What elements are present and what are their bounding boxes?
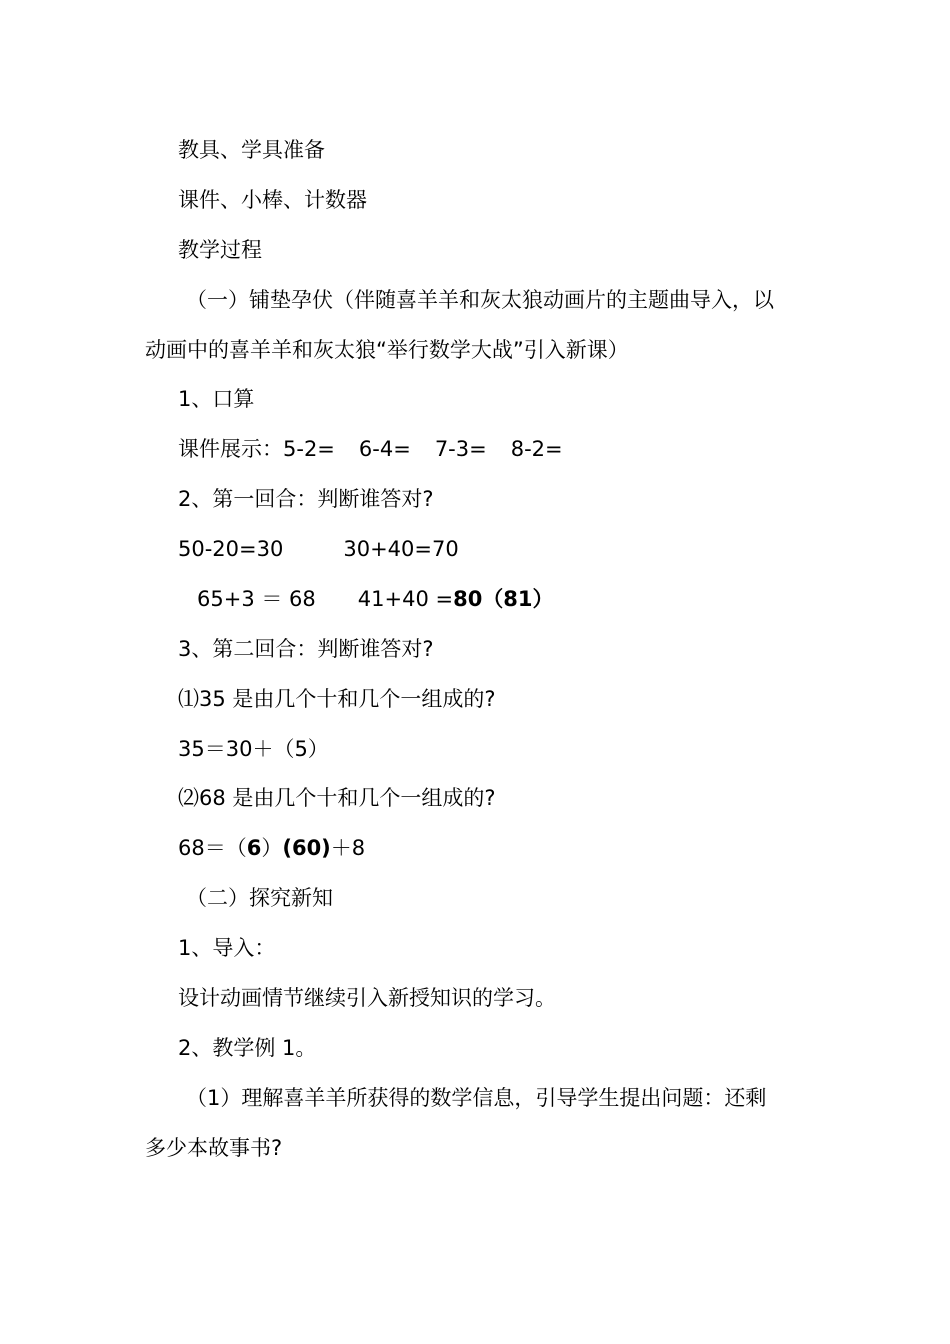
round-two-heading: 3、第二回合：判断谁答对? <box>178 637 434 661</box>
round-one-row2 <box>197 584 554 614</box>
answer-35: 35＝30＋（5） <box>178 737 329 761</box>
example-one-paragraph-line1: （1）理解喜羊羊所获得的数学信息，引导学生提出问题：还剩 <box>186 1086 767 1110</box>
section-one-paragraph-line2: 动画中的喜羊羊和灰太狼“举行数学大战”引入新课） <box>145 338 629 362</box>
answer-68-suffix: ＋8 <box>330 836 366 860</box>
oral-item: 5-2= <box>283 437 335 461</box>
intro-text: 设计动画情节继续引入新授知识的学习。 <box>178 986 556 1010</box>
answer-68-mid: ） <box>261 836 283 860</box>
heading-materials: 教具、学具准备 <box>178 138 325 162</box>
heading-process: 教学过程 <box>178 238 262 262</box>
answer-68 <box>178 833 365 863</box>
materials-list: 课件、小棒、计数器 <box>178 188 367 212</box>
courseware-display-line <box>178 434 563 464</box>
oral-calc-heading: 1、口算 <box>178 387 255 411</box>
round-one-row1 <box>178 534 459 564</box>
answer-68-bold-sixty: (60) <box>282 836 331 860</box>
answer-bold: 80（81） <box>453 587 554 611</box>
intro-heading: 1、导入： <box>178 936 276 960</box>
round-one-heading: 2、第一回合：判断谁答对? <box>178 487 434 511</box>
answer-68-prefix: 68＝（ <box>178 836 247 860</box>
equation: 30+40=70 <box>343 537 459 561</box>
question-35: ⑴35 是由几个十和几个一组成的? <box>178 687 496 711</box>
courseware-label: 课件展示： <box>178 437 283 461</box>
section-one-paragraph-line1: （一）铺垫孕伏（伴随喜羊羊和灰太狼动画片的主题曲导入，以 <box>186 288 774 312</box>
oral-item: 8-2= <box>510 437 563 461</box>
example-one-heading: 2、教学例 1。 <box>178 1036 317 1060</box>
equation: 50-20=30 <box>178 537 284 561</box>
example-one-paragraph-line2: 多少本故事书? <box>145 1136 283 1160</box>
equation: 65+3 ＝ 68 <box>197 587 316 611</box>
question-68: ⑵68 是由几个十和几个一组成的? <box>178 786 496 810</box>
oral-item: 7-3= <box>434 437 487 461</box>
answer-68-bold-tens: 6 <box>246 836 262 860</box>
section-two-heading: （二）探究新知 <box>186 886 333 910</box>
oral-item: 6-4= <box>358 437 411 461</box>
equation: 41+40 = <box>357 587 454 611</box>
